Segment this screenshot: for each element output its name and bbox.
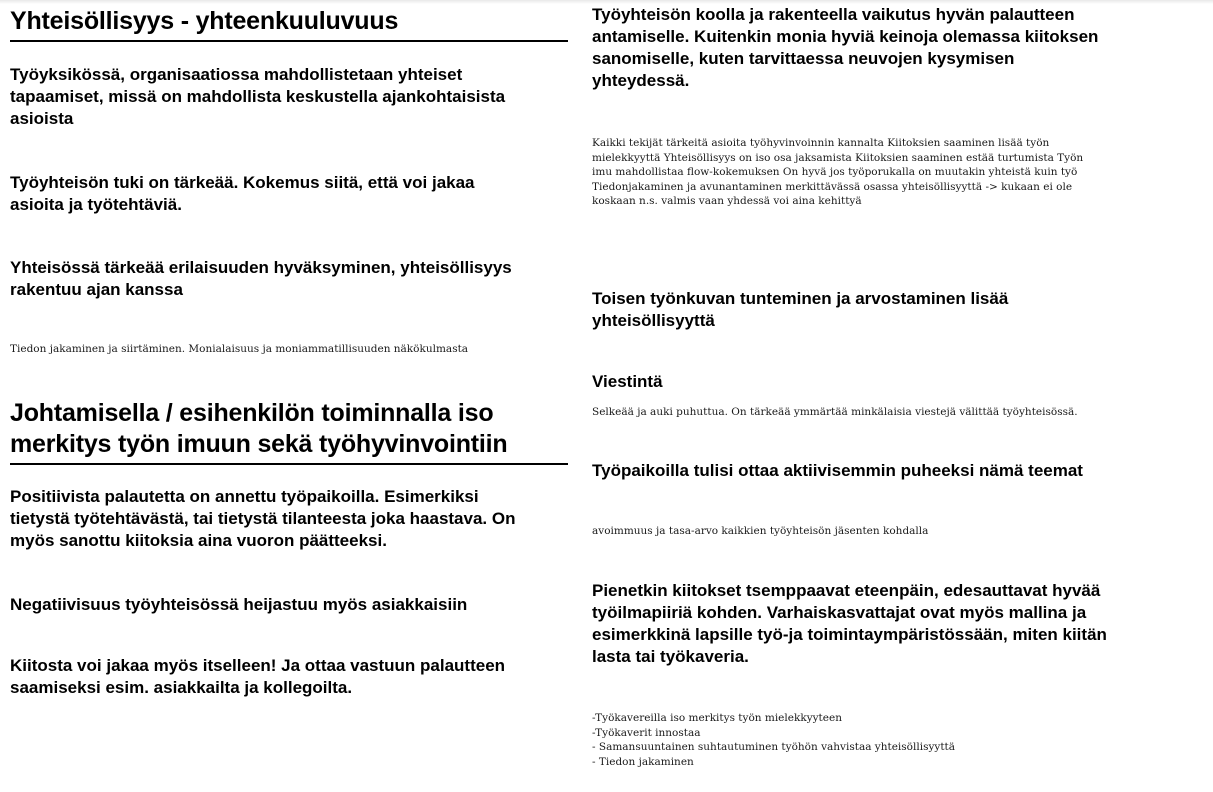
heading-line: Johtamisella / esihenkilön toiminnalla iso	[10, 399, 494, 427]
text-line: avoimmuus ja tasa-arvo kaikkien työyhteisön jäsenten kohdalla	[592, 525, 929, 537]
text-line: saamiseksi esim. asiakkailta ja kollegoilta.	[10, 678, 353, 697]
paragraph-meetings	[10, 64, 505, 130]
text-line: Selkeää ja auki puhuttua. On tärkeää ymmärtää minkälaisia viestejä välittää työyhteisössä.	[592, 406, 1078, 418]
list-item: - Samansuuntainen suhtautuminen työhön vahvistaa yhteisöllisyyttä	[592, 741, 956, 753]
text-line: Työpaikoilla tulisi ottaa aktiivisemmin puheeksi nämä teemat	[592, 461, 1083, 480]
text-line: mielekkyyttä Yhteisöllisyys on iso osa jaksamista Kiitoksien saaminen estää turtumista Työn	[592, 151, 1084, 164]
text-line: koskaan n.s. valmis vaan yhdessä voi aina kehittyä	[592, 195, 862, 207]
text-line: Toisen työnkuvan tunteminen ja arvostaminen lisää	[592, 289, 1009, 308]
text-line: tapaamiset, missä on mahdollista keskustella ajankohtaisista	[10, 87, 506, 106]
heading-line: Yhteisöllisyys - yhteenkuuluvuus	[10, 7, 399, 35]
paragraph-discuss-themes	[592, 460, 1083, 482]
paragraph-small-thanks	[592, 580, 1107, 668]
list-item: - Tiedon jakaminen	[592, 755, 694, 768]
note-communication	[592, 405, 1078, 420]
text-line: Viestintä	[592, 372, 663, 391]
text-line: sanomiselle, kuten tarvittaessa neuvojen kysymisen	[592, 49, 1015, 68]
text-line: yhteydessä.	[592, 71, 690, 90]
text-line: Työyksikössä, organisaatiossa mahdollistetaan yhteiset	[10, 65, 463, 84]
text-line: asioita ja työtehtäviä.	[10, 195, 182, 214]
list-coworkers	[592, 711, 955, 769]
text-line: Tiedonjakaminen ja avunantaminen merkittävässä osassa yhteisöllisyyttä -> kukaan ei ole	[592, 180, 1073, 193]
text-line: Työyhteisön koolla ja rakenteella vaikutus hyvän palautteen	[592, 5, 1075, 24]
note-equality	[592, 524, 928, 539]
text-line: Positiivista palautetta on annettu työpaikoilla. Esimerkiksi	[10, 487, 479, 506]
text-line: esimerkkinä lapsille työ-ja toimintaympäristössään, miten kiitän	[592, 625, 1107, 644]
paragraph-support	[10, 172, 475, 216]
text-line: yhteisöllisyyttä	[592, 311, 715, 330]
text-line: asioista	[10, 109, 74, 128]
note-wellbeing-factors	[592, 136, 1083, 209]
list-item: -Työkaverit innostaa	[592, 726, 701, 739]
heading-line: merkitys työn imuun sekä työhyvinvointiin	[10, 430, 508, 458]
text-line: Pienetkin kiitokset tsemppaavat eteenpäin, edesauttavat hyvää	[592, 581, 1101, 600]
text-line: antamiselle. Kuitenkin monia hyviä keinoja olemassa kiitoksen	[592, 27, 1099, 46]
text-line: Tiedon jakaminen ja siirtäminen. Monialaisuus ja moniammatillisuuden näkökulmasta	[10, 343, 469, 355]
section-heading-leadership	[10, 398, 568, 465]
paragraph-diversity	[10, 257, 512, 301]
paragraph-negativity	[10, 594, 467, 616]
text-line: rakentuu ajan kanssa	[10, 280, 183, 299]
paragraph-communication	[592, 371, 663, 393]
paragraph-knowing-roles	[592, 288, 1008, 332]
text-line: Kaikki tekijät tärkeitä asioita työhyvinvoinnin kannalta Kiitoksien saaminen lisää työn	[592, 137, 1050, 149]
text-line: Negatiivisuus työyhteisössä heijastuu myös asiakkaisiin	[10, 595, 468, 614]
list-item: -Työkavereilla iso merkitys työn mielekkyyteen	[592, 712, 842, 724]
section-heading-community	[10, 6, 568, 42]
text-line: tietystä työtehtävästä, tai tietystä tilanteesta joka haastava. On	[10, 509, 516, 528]
paragraph-positive-feedback	[10, 486, 515, 552]
text-line: Työyhteisön tuki on tärkeää. Kokemus siitä, että voi jakaa	[10, 173, 475, 192]
paragraph-community-size	[592, 4, 1098, 92]
text-line: imu mahdollistaa flow-kokemuksen On hyvä jos työporukalla on muutakin yhteistä kuin työ	[592, 166, 1078, 178]
note-information-sharing	[10, 342, 468, 357]
text-line: myös sanottu kiitoksia aina vuoron päätteeksi.	[10, 531, 387, 550]
text-line: Kiitosta voi jakaa myös itselleen! Ja ottaa vastuun palautteen	[10, 656, 506, 675]
paragraph-self-praise	[10, 655, 505, 699]
text-line: työilmapiiriä kohden. Varhaiskasvattajat ovat myös mallina ja	[592, 603, 1087, 622]
text-line: lasta tai työkaveria.	[592, 647, 749, 666]
text-line: Yhteisössä tärkeää erilaisuuden hyväksyminen, yhteisöllisyys	[10, 258, 512, 277]
